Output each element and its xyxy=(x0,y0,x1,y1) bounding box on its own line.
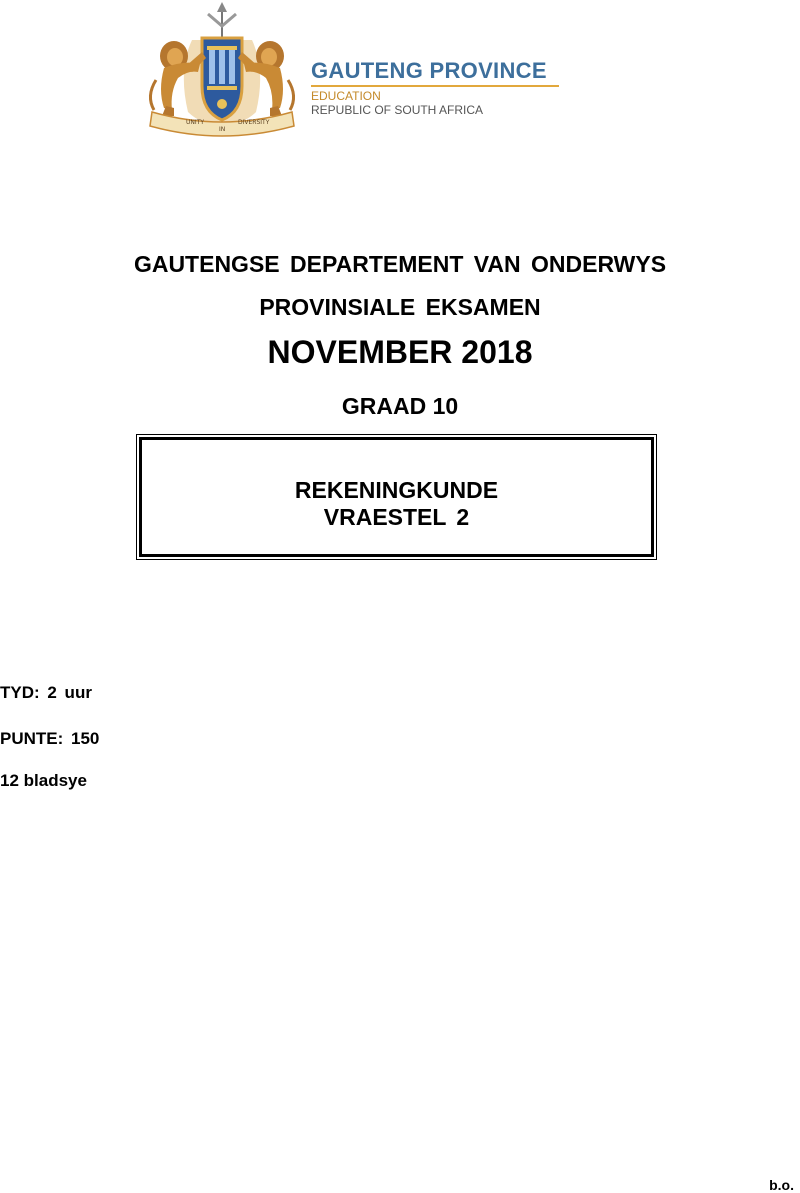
subject-box xyxy=(136,434,657,560)
coat-of-arms-emblem xyxy=(128,0,308,142)
department-heading: GAUTENGSE DEPARTEMENT VAN ONDERWYS xyxy=(133,251,667,277)
logo-title: GAUTENG PROVINCE xyxy=(311,58,547,83)
logo-country: REPUBLIC OF SOUTH AFRICA xyxy=(311,103,484,117)
paper-number: VRAESTEL 2 xyxy=(323,504,470,530)
exam-type-heading: PROVINSIALE EKSAMEN xyxy=(259,294,541,320)
exam-session-title: NOVEMBER 2018 xyxy=(267,334,533,370)
grade-heading: GRAAD 10 xyxy=(341,393,459,419)
motto-unity: UNITY xyxy=(186,119,204,126)
motto-in: IN xyxy=(219,126,226,133)
logo-subtitle: EDUCATION xyxy=(311,89,381,103)
gauteng-education-logo xyxy=(128,0,598,142)
motto-diversity: DIVERSITY xyxy=(238,119,270,126)
logo-wordmark xyxy=(311,58,559,117)
exam-time: TYD: 2 uur xyxy=(0,683,92,702)
exam-marks: PUNTE: 150 xyxy=(0,729,100,748)
page-count: 12 bladsye xyxy=(0,771,87,790)
please-turn-over: b.o. xyxy=(769,1177,794,1193)
logo-divider xyxy=(311,85,559,87)
subject-box-inner-border xyxy=(139,437,654,557)
subject-name: REKENINGKUNDE xyxy=(294,477,499,503)
